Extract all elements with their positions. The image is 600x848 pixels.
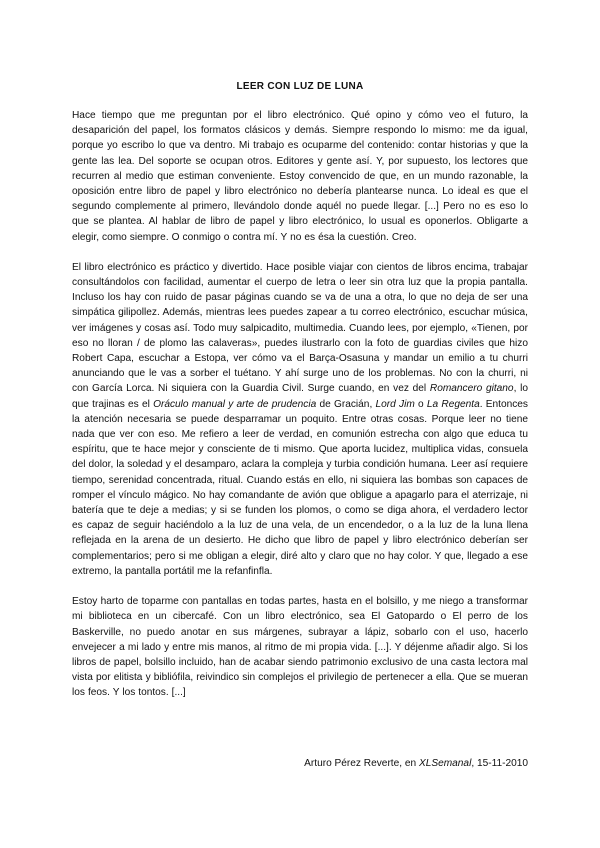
book-title-romancero: Romancero gitano: [429, 383, 514, 395]
paragraph-2: [72, 260, 528, 579]
paragraph-2-text-c: de Gracián,: [316, 398, 376, 410]
article-title: LEER CON LUZ DE LUNA: [236, 81, 364, 92]
paragraph-2-text-e: . Entonces la atención necesaria se puede desparramar un poquito. Entre otras cosas. Porque leer no tiene nada que ver con eso. Me refiero a leer de verdad, en comunión estrecha con algo que educa tu espíritu, que te hace mejor y consciente de ti mismo. Que aporta lucidez, multiplica vidas, consuela del dolor, la soledad y el desamparo, aclara la compleja y turbia condición humana. Leer así requiere tiempo, serenidad concentrada, ritual. Cuando estás en ello, ni siquiera las bombas son capaces de romper el vínculo mágico. No hay comandante de avión que obligue a apagarlo para el aterrizaje, ni batería que te deje a medias; y si se funden los plomos, o como se diga ahora, el verdadero lector es capaz de seguir haciéndolo a la luz de una vela, de un encendedor, o a la luz de la luna llena reflejada en la arena de un desierto. He dicho que libro de papel y libro electrónico deberían ser complementarios; pero si me obligan a elegir, diré alto y claro que no hay color. Y que, llegado a ese extremo, la pantalla portátil me la refanfinfla.: [72, 398, 528, 577]
paragraph-1: Hace tiempo que me preguntan por el libro electrónico. Qué opino y cómo veo el futuro, la desaparición del papel, los formatos clásicos y demás. Siempre respondo lo mismo: me da igual, porque yo escribo lo que va dentro. Mi trabajo es ocuparme del contenido: contar historias y que la gente las lea. Del soporte se ocupan otros. Editores y gente así. Y, por supuesto, los lectores que recurren al medio que estiman conveniente. Estoy convencido de que, en un mundo razonable, la oposición entre libro de papel y libro electrónico no debería plantearse nunca. Lo ideal es que el segundo complemente al primero, llevándolo donde aquél no puede llegar. [...] Pero no es eso lo que se plantea. Al hablar de libro de papel y libro electrónico, lo usual es oponerlos. Obligarte a elegir, como siempre. O conmigo o contra mí. Y no es ésa la cuestión. Creo.: [72, 110, 528, 243]
book-title-lord-jim: Lord Jim: [375, 398, 415, 410]
article-body: [72, 108, 528, 716]
signature-author: Arturo Pérez Reverte, en: [304, 758, 419, 769]
author-signature: [304, 758, 528, 769]
signature-publication: XLSemanal: [418, 758, 472, 769]
paragraph-2-text-a: El libro electrónico es práctico y divertido. Hace posible viajar con cientos de libros encima, trabajar consultándolos con facilidad, aumentar el cuerpo de letra o leer sin otra luz que la propia pantalla. Incluso los hay con ruido de pasar páginas cuando se va de una a otra, lo que no deja de ser una simpática gilipollez. Además, mientras lees puedes zapear a tu correo electrónico, escuchar música, ver imágenes y cosas así. Todo muy salpicadito, multimedia. Cuando lees, por ejemplo, «Tienen, por eso no lloran / de plomo las calaveras», puedes ilustrarlo con la foto de guardias civiles que hizo Robert Capa, escuchar a Estopa, ver cómo va el Barça-Osasuna y mandar un emilio a tu churri anunciando que le vas a sorber el tuétano. Y ahí surge uno de los problemas. No con la churri, ni con García Lorca. Ni siquiera con la Guardia Civil. Surge cuando, en vez del: [72, 261, 528, 395]
book-title-la-regenta: La Regenta: [426, 398, 480, 410]
paragraph-2-text-b: , lo que trajinas es el: [72, 383, 529, 410]
paragraph-3: Estoy harto de toparme con pantallas en todas partes, hasta en el bolsillo, y me niego a transformar mi biblioteca en un cibercafé. Con un libro electrónico, sea El Gatopardo o El perro de los Baskerville, no puedo anotar en sus márgenes, subrayar a lápiz, sobarlo con el uso, hacerlo envejecer a mi lado y entre mis manos, al ritmo de mi propia vida. [...]. Y déjenme añadir algo. Si los libros de papel, bolsillo incluido, han de acabar siendo patrimonio exclusivo de una casta lectora mal vista por elitista y bibliófila, reivindico sin complejos el privilegio de pertenecer a ella. Que se mueran los feos. Y los tontos. [...]: [72, 596, 528, 699]
paragraph-2-text-d: o: [414, 398, 427, 410]
signature-date: , 15-11-2010: [471, 758, 528, 769]
book-title-oraculo: Oráculo manual y arte de prudencia: [153, 398, 317, 410]
